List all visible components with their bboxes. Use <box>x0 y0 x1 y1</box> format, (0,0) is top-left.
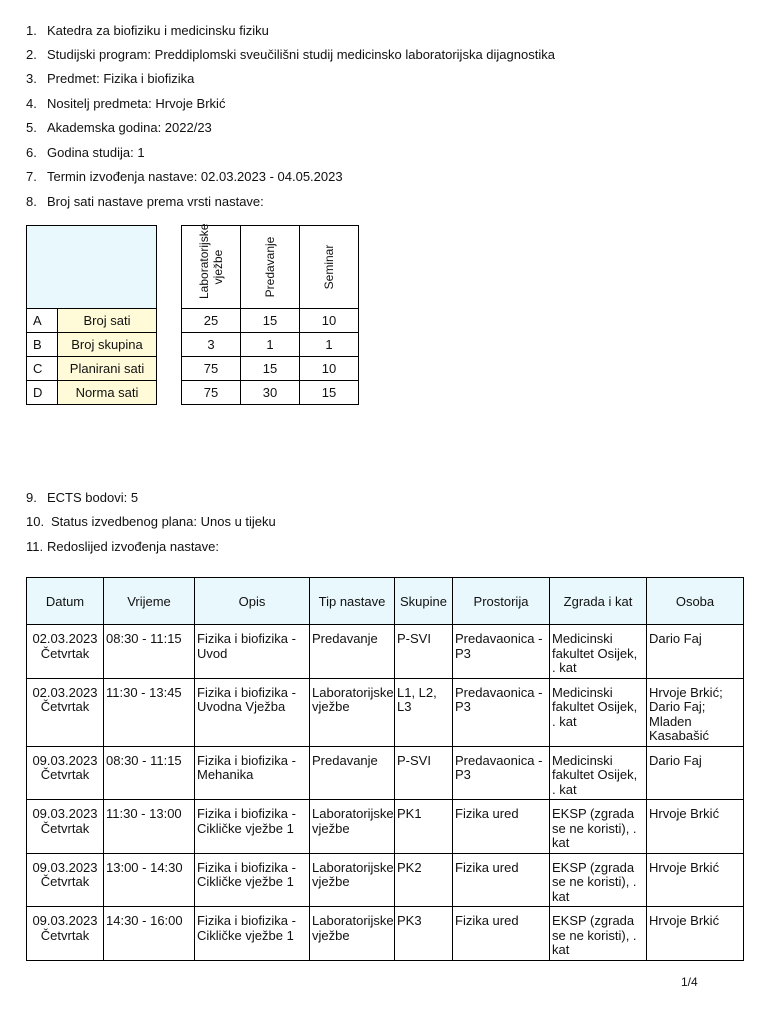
table-row: 09.03.2023 Četvrtak 14:30 - 16:00 Fizika i biofizika - Cikličke vježbe 1 Laboratorijske vježbe PK3 Fizika ured EKSP (zgrada se ne koristi), . kat Hrvoje Brkić <box>27 907 744 961</box>
schedule-table <box>26 577 744 961</box>
info-item-5: 5. Akademska godina: 2022/23 <box>26 120 212 135</box>
hours-values-c: 75 15 10 <box>182 357 359 381</box>
hours-row-a: A Broj sati <box>27 309 157 333</box>
col-header-lab: Laboratorijske vježbe <box>182 226 241 309</box>
schedule-header-row <box>27 578 744 625</box>
header-opis: Opis <box>195 578 310 625</box>
col-header-lecture: Predavanje <box>241 226 300 309</box>
header-vrijeme: Vrijeme <box>104 578 195 625</box>
header-datum: Datum <box>27 578 104 625</box>
info-item-11: 11. Redoslijed izvođenja nastave: <box>26 539 219 554</box>
info-item-8: 8. Broj sati nastave prema vrsti nastave: <box>26 194 264 209</box>
header-skupine: Skupine <box>395 578 453 625</box>
page-number: 1/4 <box>681 975 698 989</box>
header-osoba: Osoba <box>647 578 744 625</box>
info-item-7: 7. Termin izvođenja nastave: 02.03.2023 - 04.05.2023 <box>26 169 343 184</box>
table-row: 09.03.2023 Četvrtak 08:30 - 11:15 Fizika i biofizika - Mehanika Predavanje P-SVI Predavaonica - P3 Medicinski fakultet Osijek, . kat Dario Faj <box>27 746 744 800</box>
hours-row-c: C Planirani sati <box>27 357 157 381</box>
hours-values-a: 25 15 10 <box>182 309 359 333</box>
info-item-2: 2. Studijski program: Preddiplomski sveučilišni studij medicinsko laboratorijska dijagnostika <box>26 47 555 62</box>
header-zgrada: Zgrada i kat <box>550 578 647 625</box>
table-row: 09.03.2023 Četvrtak 11:30 - 13:00 Fizika i biofizika - Cikličke vježbe 1 Laboratorijske vježbe PK1 Fizika ured EKSP (zgrada se ne koristi), . kat Hrvoje Brkić <box>27 800 744 854</box>
info-item-9: 9. ECTS bodovi: 5 <box>26 490 139 505</box>
hours-table-values <box>181 225 359 405</box>
info-item-6: 6. Godina studija: 1 <box>26 145 145 160</box>
hours-values-d: 75 30 15 <box>182 381 359 405</box>
hours-table-corner <box>27 226 157 309</box>
info-item-1: 1. Katedra za biofiziku i medicinsku fiziku <box>26 23 269 38</box>
col-header-seminar: Seminar <box>300 226 359 309</box>
hours-table-header <box>182 226 359 309</box>
header-tip-nastave: Tip nastave <box>310 578 395 625</box>
info-item-3: 3. Predmet: Fizika i biofizika <box>26 71 195 86</box>
hours-row-b: B Broj skupina <box>27 333 157 357</box>
table-row: 02.03.2023 Četvrtak 11:30 - 13:45 Fizika i biofizika - Uvodna Vježba Laboratorijske vježbe L1, L2, L3 Predavaonica - P3 Medicinski fakultet Osijek, . kat Hrvoje Brkić; Dario Faj; Mladen Kasabašić <box>27 678 744 746</box>
hours-table-row-labels <box>26 225 157 405</box>
info-item-4: 4. Nositelj predmeta: Hrvoje Brkić <box>26 96 226 111</box>
table-row: 09.03.2023 Četvrtak 13:00 - 14:30 Fizika i biofizika - Cikličke vježbe 1 Laboratorijske vježbe PK2 Fizika ured EKSP (zgrada se ne koristi), . kat Hrvoje Brkić <box>27 853 744 907</box>
hours-values-b: 3 1 1 <box>182 333 359 357</box>
header-prostorija: Prostorija <box>453 578 550 625</box>
info-item-10: 10. Status izvedbenog plana: Unos u tijeku <box>26 514 276 529</box>
hours-row-d: D Norma sati <box>27 381 157 405</box>
table-row: 02.03.2023 Četvrtak 08:30 - 11:15 Fizika i biofizika - Uvod Predavanje P-SVI Predavaonica - P3 Medicinski fakultet Osijek, . kat Dario Faj <box>27 625 744 679</box>
